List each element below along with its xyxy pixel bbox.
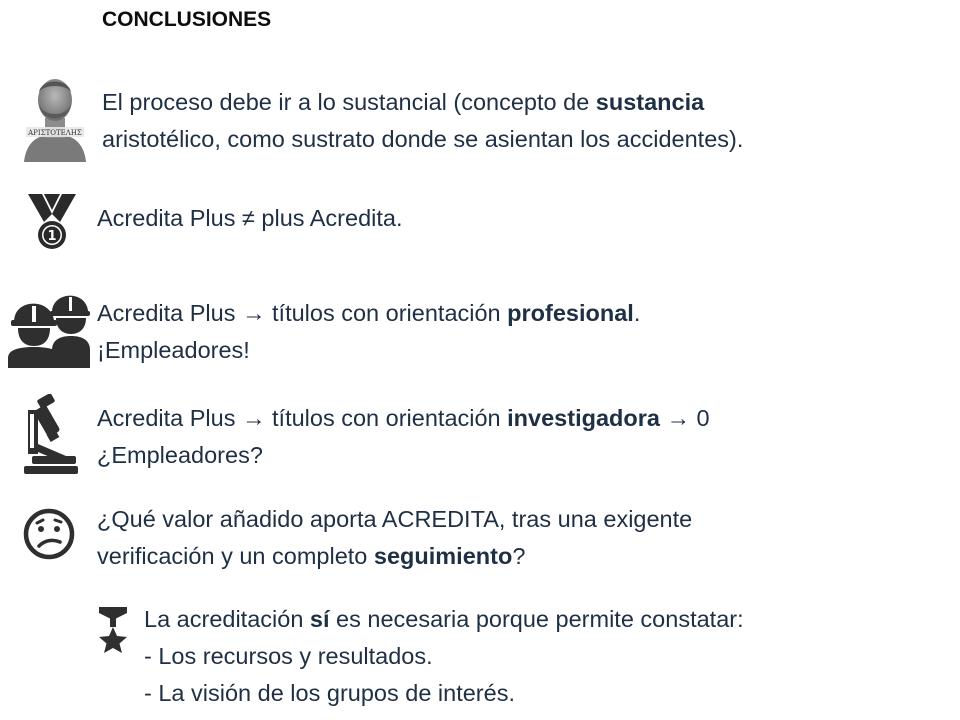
slide-title: CONCLUSIONES <box>102 8 272 31</box>
paragraph-acreditacion-necesaria <box>144 601 744 712</box>
paragraph-acredita-plus-line: Acredita Plus ≠ plus Acredita. <box>97 205 403 231</box>
paragraph-valor-anadido-line1: ¿Qué valor añadido aporta ACREDITA, tras una exigente <box>97 506 693 532</box>
paragraph-profesional <box>97 295 640 369</box>
paragraph-investigadora-line2: ¿Empleadores? <box>97 442 263 468</box>
microscope-icon <box>20 394 80 474</box>
paragraph-investigadora-line1: Acredita Plus → títulos con orientación investigadora → 0 <box>97 405 710 431</box>
list-item-vision: - La visión de los grupos de interés. <box>144 680 515 706</box>
paragraph-acreditacion-line1: La acreditación sí es necesaria porque permite constatar: <box>144 606 744 632</box>
award-ribbon-star-icon <box>97 605 129 657</box>
confused-face-icon <box>22 505 76 561</box>
svg-text:1: 1 <box>47 229 57 244</box>
paragraph-substance <box>102 84 743 158</box>
first-place-medal-icon <box>26 192 78 252</box>
paragraph-substance-line2: aristotélico, como sustrato donde se asientan los accidentes). <box>102 126 744 152</box>
paragraph-profesional-line1: Acredita Plus → títulos con orientación profesional. <box>97 300 641 326</box>
bust-caption: ΑΡΙΣΤΟΤΕΛΗΣ <box>28 129 82 137</box>
paragraph-valor-anadido-line2: verificación y un completo seguimiento? <box>97 543 526 569</box>
aristotle-bust-icon <box>20 72 90 162</box>
list-item-recursos: - Los recursos y resultados. <box>144 643 433 669</box>
workers-helmet-icon <box>8 292 90 368</box>
paragraph-investigadora <box>97 400 710 474</box>
paragraph-profesional-line2: ¡Empleadores! <box>97 337 250 363</box>
paragraph-substance-line1: El proceso debe ir a lo sustancial (concepto de sustancia <box>102 89 705 115</box>
paragraph-valor-anadido <box>97 501 692 575</box>
paragraph-acredita-plus <box>97 200 403 237</box>
